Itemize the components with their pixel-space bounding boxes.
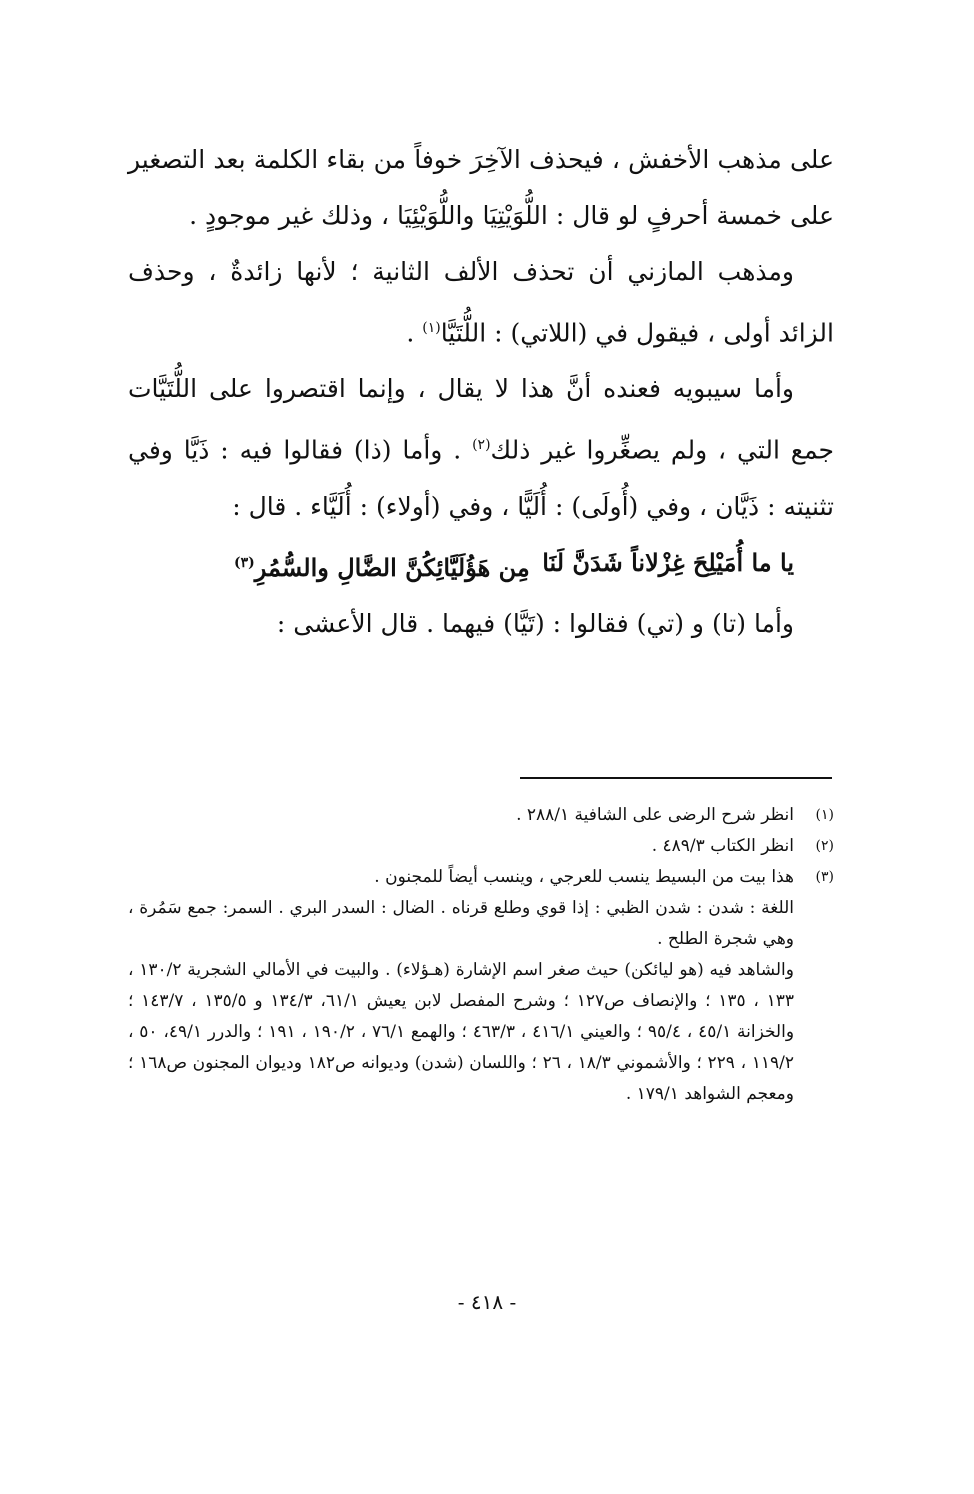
verse-second-text: مِن هَؤُلَيَّائِكُنَّ الضَّالِ والسُّمُرِ	[254, 552, 530, 582]
footnote-3-sources: والشاهد فيه (هو ليائكن) حيث صغر اسم الإشارة (هـؤلاء) . والبيت في الأمالي الشجرية ١٣٠/٢ ، ١٣٣ ، ١٣٥ ؛ والإنصاف ص١٢٧ ؛ وشرح المفصل لابن يعيش ٦١/١، ١٣٤/٣ و ١٣٥/٥ ، ١٤٣/٧ ؛ والخزانة ٤٥/١ ، ٩٥/٤ ؛ والعيني ٤١٦/١ ، ٤٦٣/٣ ؛ والهمع ٧٦/١ ، ١٩٠/٢ ، ١٩١ ؛ والدرر ٤٩/١، ٥٠ ، ١١٩/٢ ، ٢٢٩ ؛ والأشموني ١٨/٣ ، ٢٦ ؛ واللسان (شدن) وديوانه ص١٨٢ وديوان المجنون ص١٦٨ ؛ ومعجم الشواهد ١٧٩/١ .	[128, 960, 795, 1104]
footnote-ref-3: (٣)	[234, 554, 255, 571]
footnote-2	[128, 831, 834, 862]
footnote-text: انظر الكتاب ٤٨٩/٣ .	[651, 836, 794, 856]
footnote-ref-2: (٢)	[472, 437, 491, 454]
paragraph-3-tail: وأما (ذا) فقالوا فيه : ذَيَّا وفي تثنيته : ذَيَّان ، وفي (أُولَى) : أُلَيًّا ، وفي (أولاء) : أُلَيَّاء . قال :	[128, 435, 834, 521]
footnote-1	[128, 800, 834, 831]
paragraph-2	[128, 244, 834, 361]
footnote-divider	[520, 777, 832, 779]
poetry-verse	[234, 535, 794, 596]
verse-first-hemistich: يا ما أُمَيْلِحَ غِزْلاناً شَدَنَّ لَنَا	[542, 547, 794, 577]
footnote-number: (١)	[815, 807, 834, 823]
paragraph-1: على مذهب الأخفش ، فيحذف الآخِرَ خوفاً من بقاء الكلمة بعد التصغير على خمسة أحرفٍ لو قال : اللُّوَيْتِيَا واللُّوَيْئِيَا ، وذلك غير موجودٍ .	[128, 145, 834, 230]
footnote-text: انظر شرح الرضى على الشافية ٢٨٨/١ .	[516, 805, 794, 825]
footnote-3	[128, 862, 834, 893]
footnote-3-language: اللغة : شدن : شدن الظبي : إذا قوي وطلع قرناه . الضال : السدر البري . السمر: جمع سَمُرة ، وهي شجرة الطلح .	[128, 898, 794, 949]
paragraph-3-text: وأما سيبويه فعنده أنَّ هذا لا يقال ، وإنما اقتصروا على اللُّتَيَّات جمع التي ، ولم يصغِّروا غير ذلك	[128, 374, 835, 465]
paragraph-2-end: .	[406, 318, 423, 348]
paragraph-3	[128, 361, 834, 534]
verse-second-hemistich	[234, 535, 530, 596]
paragraph-3-end: .	[442, 435, 473, 465]
footnote-text: هذا بيت من البسيط ينسب للعرجي ، وينسب أيضاً للمجنون .	[374, 867, 794, 887]
paragraph-2-text: ومذهب المازني أن تحذف الألف الثانية ؛ لأنها زائدةٌ ، وحذف الزائد أولى ، فيقول في (اللاتي) : اللُّتَيَّا	[128, 257, 834, 348]
footnote-number: (٢)	[815, 838, 834, 854]
paragraph-last: وأما (تا) و (تي) فقالوا : (تَيَّا) فيهما . قال الأعشى :	[276, 608, 794, 638]
main-text	[128, 132, 834, 652]
page-number: - ٤١٨ -	[457, 1290, 517, 1314]
footnotes	[128, 800, 834, 1110]
footnote-number: (٣)	[815, 869, 834, 885]
footnote-ref-1: (١)	[422, 320, 441, 336]
